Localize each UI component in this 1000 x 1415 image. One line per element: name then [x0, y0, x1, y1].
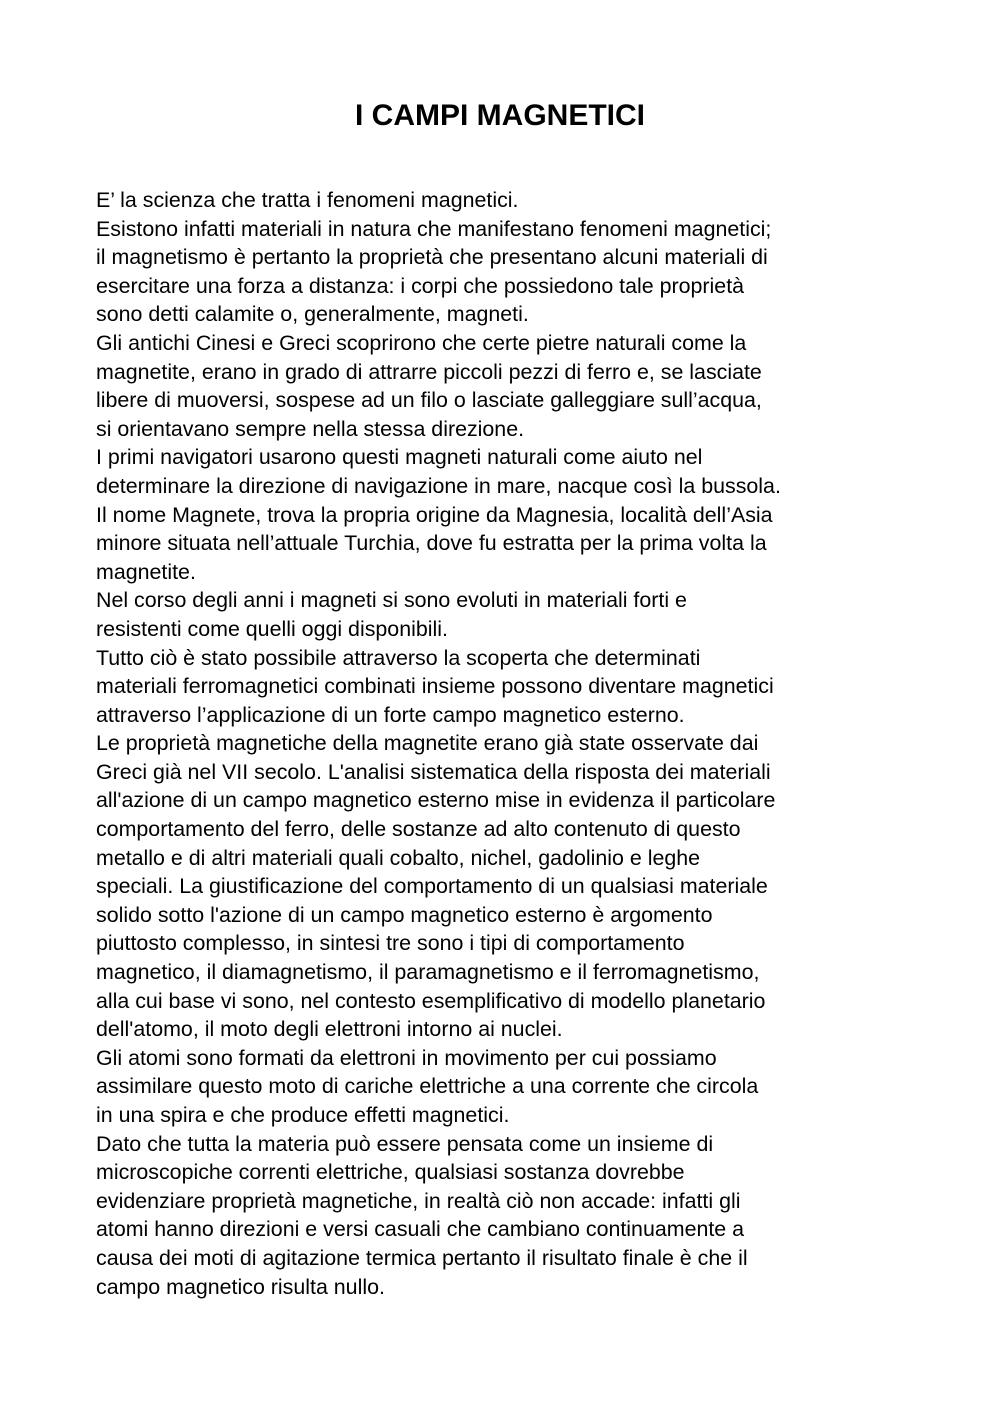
text-line: attraverso l’applicazione di un forte campo magnetico esterno.	[96, 702, 685, 727]
text-line: speciali. La giustificazione del comportamento di un qualsiasi materiale	[96, 874, 768, 899]
text-line: Greci già nel VII secolo. L'analisi sistematica della risposta dei materiali	[96, 759, 771, 784]
text-line: Dato che tutta la materia può essere pensata come un insieme di	[96, 1131, 714, 1156]
text-line: causa dei moti di agitazione termica pertanto il risultato finale è che il	[96, 1245, 748, 1270]
text-line: magnetite.	[96, 559, 196, 584]
text-line: in una spira e che produce effetti magnetici.	[96, 1103, 510, 1127]
text-line: si orientavano sempre nella stessa direzione.	[96, 416, 525, 441]
text-line: materiali ferromagnetici combinati insieme possono diventare magnetici	[96, 674, 774, 699]
text-line: dell'atomo, il moto degli elettroni intorno ai nuclei.	[96, 1017, 563, 1042]
text-line: microscopiche correnti elettriche, qualsiasi sostanza dovrebbe	[96, 1160, 685, 1185]
text-line: magnetite, erano in grado di attrarre piccoli pezzi di ferro e, se lasciate	[96, 359, 762, 384]
text-line: Il nome Magnete, trova la propria origine da Magnesia, località dell’Asia	[96, 502, 773, 527]
text-line: I primi navigatori usarono questi magneti naturali come aiuto nel	[96, 445, 703, 470]
text-line: determinare la direzione di navigazione in mare, nacque così la bussola.	[96, 473, 781, 498]
text-line: piuttosto complesso, in sintesi tre sono i tipi di comportamento	[96, 931, 685, 956]
text-line: sono detti calamite o, generalmente, magneti.	[96, 302, 529, 327]
text-line: libere di muoversi, sospese ad un filo o lasciate galleggiare sull’acqua,	[96, 388, 762, 413]
text-line: evidenziare proprietà magnetiche, in realtà ciò non accade: infatti gli	[96, 1188, 741, 1213]
text-line: resistenti come quelli oggi disponibili.	[96, 616, 448, 641]
text-line: Gli atomi sono formati da elettroni in movimento per cui possiamo	[96, 1045, 717, 1070]
text-line: esercitare una forza a distanza: i corpi che possiedono tale proprietà	[96, 273, 745, 298]
text-line: Tutto ciò è stato possibile attraverso la scoperta che determinati	[96, 645, 701, 670]
text-line: Le proprietà magnetiche della magnetite erano già state osservate dai	[96, 731, 759, 756]
text-line: campo magnetico risulta nullo.	[96, 1274, 385, 1299]
text-line: magnetico, il diamagnetismo, il paramagnetismo e il ferromagnetismo,	[96, 960, 760, 985]
text-line: solido sotto l'azione di un campo magnetico esterno è argomento	[96, 902, 713, 927]
text-line: metallo e di altri materiali quali cobalto, nichel, gadolinio e leghe	[96, 845, 701, 870]
text-line: Gli antichi Cinesi e Greci scoprirono che certe pietre naturali come la	[96, 330, 747, 355]
text-line: atomi hanno direzioni e versi casuali che cambiano continuamente a	[96, 1217, 745, 1242]
text-line: comportamento del ferro, delle sostanze ad alto contenuto di questo	[96, 817, 741, 842]
text-line: il magnetismo è pertanto la proprietà che presentano alcuni materiali di	[96, 245, 768, 270]
text-line: Nel corso degli anni i magneti si sono evoluti in materiali forti e	[96, 588, 687, 613]
body-text	[96, 186, 916, 1301]
text-line: Esistono infatti materiali in natura che manifestano fenomeni magnetici;	[96, 216, 772, 241]
page-title: I CAMPI MAGNETICI	[355, 99, 645, 132]
text-line: minore situata nell’attuale Turchia, dove fu estratta per la prima volta la	[96, 531, 767, 556]
text-line: alla cui base vi sono, nel contesto esemplificativo di modello planetario	[96, 988, 766, 1013]
text-line: assimilare questo moto di cariche elettriche a una corrente che circola	[96, 1074, 759, 1099]
text-line: all'azione di un campo magnetico esterno mise in evidenza il particolare	[96, 788, 776, 813]
text-line: E’ la scienza che tratta i fenomeni magnetici.	[96, 188, 519, 212]
